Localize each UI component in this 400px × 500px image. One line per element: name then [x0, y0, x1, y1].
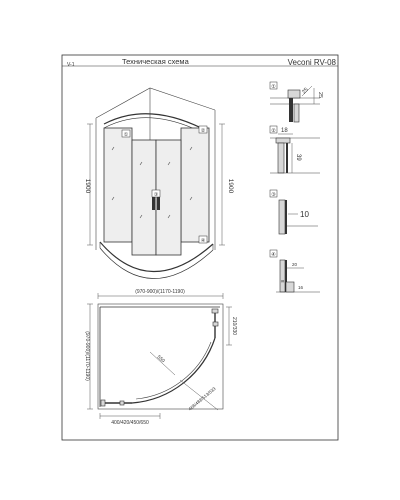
detail-1-dim2: 25: [317, 92, 323, 99]
detail-4-dim1: 20: [292, 262, 298, 267]
plan-curved-doors: [132, 338, 215, 403]
detail-3-callout: ③: [271, 192, 276, 198]
plan-bottom-dim: 400/420/450/650: [111, 420, 149, 426]
detail-2: [270, 126, 320, 173]
sheet-code: V-1: [67, 62, 75, 68]
detail-3: [270, 190, 318, 234]
detail-4-dim3: 8: [280, 280, 285, 283]
left-fixed-glass: [104, 128, 132, 242]
right-handle: [157, 196, 160, 210]
detail-4-dim2: 16: [298, 285, 304, 290]
plan-left-dim: (970-900)/(1170-1190): [84, 331, 90, 381]
model-name: Veconi RV-08: [287, 58, 336, 67]
detail-4-callout: ④: [271, 252, 276, 258]
radius-line: [150, 352, 175, 375]
callout-4: ④: [200, 238, 206, 244]
detail-1-dim1: 25: [301, 86, 310, 96]
detail-1: [270, 82, 323, 122]
detail-2-dim1: 18: [281, 128, 288, 134]
detail-1-callout: ①: [271, 84, 276, 90]
plan-diag-dim: 468/488/513/533: [187, 386, 217, 412]
plan-view: [84, 289, 237, 426]
callout-2: ②: [200, 128, 206, 134]
right-fixed-glass: [181, 128, 209, 242]
elevation-view: [84, 88, 234, 279]
detail-3-dim1: 10: [300, 210, 309, 219]
left-handle: [152, 196, 155, 210]
plan-right-dim: 210/330: [231, 316, 237, 336]
detail-4: [270, 250, 320, 292]
callout-3: ③: [153, 192, 159, 198]
callout-1: ①: [123, 132, 129, 138]
back-wall-top: [96, 88, 215, 118]
height-dim-left: 1900: [84, 178, 91, 194]
height-dim-right: 1900: [227, 178, 234, 194]
sheet-title: Техническая схема: [122, 57, 189, 66]
detail-2-dim2: 39: [295, 154, 301, 161]
detail-2-callout: ②: [271, 128, 276, 134]
plan-radius: 550: [155, 354, 166, 365]
plan-top-dim: (970-900)/(1170-1190): [135, 289, 185, 295]
